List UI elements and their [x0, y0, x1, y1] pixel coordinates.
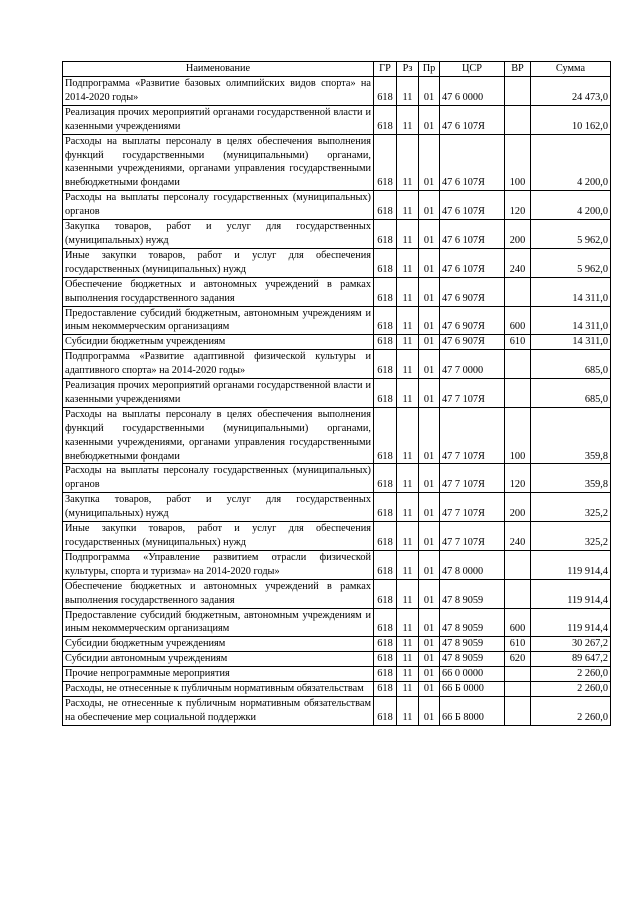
cell-gr: 618	[374, 579, 397, 608]
cell-sum: 359,8	[531, 464, 611, 493]
table-row	[63, 550, 611, 579]
cell-name: Подпрограмма «Управление развитием отрасли физической культуры, спорта и туризма» на 2014-2020 годы»	[63, 550, 374, 579]
cell-vr	[505, 350, 531, 379]
cell-vr	[505, 667, 531, 682]
cell-name: Субсидии автономным учреждениям	[63, 652, 374, 667]
table-row	[63, 652, 611, 667]
cell-sum: 2 260,0	[531, 696, 611, 725]
cell-name: Предоставление субсидий бюджетным, автономным учреждениям и иным некоммерческим организациям	[63, 306, 374, 335]
cell-rz: 11	[397, 277, 419, 306]
cell-vr: 100	[505, 407, 531, 464]
cell-gr: 618	[374, 105, 397, 134]
cell-pr: 01	[419, 652, 440, 667]
cell-name: Обеспечение бюджетных и автономных учреждений в рамках выполнения государственного задания	[63, 579, 374, 608]
cell-gr: 618	[374, 191, 397, 220]
cell-name: Закупка товаров, работ и услуг для государственных (муниципальных) нужд	[63, 220, 374, 249]
cell-rz: 11	[397, 493, 419, 522]
cell-csr: 47 8 9059	[440, 608, 505, 637]
cell-sum: 4 200,0	[531, 134, 611, 191]
cell-vr: 100	[505, 134, 531, 191]
cell-vr: 600	[505, 306, 531, 335]
cell-name: Иные закупки товаров, работ и услуг для обеспечения государственных (муниципальных) нужд	[63, 248, 374, 277]
cell-name: Субсидии бюджетным учреждениям	[63, 637, 374, 652]
cell-gr: 618	[374, 248, 397, 277]
table-row	[63, 277, 611, 306]
column-header-pr: Пр	[419, 62, 440, 77]
cell-rz: 11	[397, 682, 419, 697]
cell-gr: 618	[374, 306, 397, 335]
cell-pr: 01	[419, 191, 440, 220]
cell-gr: 618	[374, 682, 397, 697]
cell-gr: 618	[374, 407, 397, 464]
cell-gr: 618	[374, 335, 397, 350]
cell-pr: 01	[419, 464, 440, 493]
cell-pr: 01	[419, 522, 440, 551]
cell-pr: 01	[419, 335, 440, 350]
cell-gr: 618	[374, 652, 397, 667]
table-row	[63, 379, 611, 408]
cell-sum: 14 311,0	[531, 306, 611, 335]
cell-gr: 618	[374, 464, 397, 493]
cell-csr: 47 7 107Я	[440, 379, 505, 408]
cell-rz: 11	[397, 105, 419, 134]
cell-name: Реализация прочих мероприятий органами государственной власти и казенными учреждениями	[63, 379, 374, 408]
cell-sum: 5 962,0	[531, 248, 611, 277]
cell-vr: 610	[505, 335, 531, 350]
cell-sum: 2 260,0	[531, 682, 611, 697]
cell-rz: 11	[397, 608, 419, 637]
cell-name: Обеспечение бюджетных и автономных учреждений в рамках выполнения государственного задания	[63, 277, 374, 306]
cell-pr: 01	[419, 379, 440, 408]
cell-rz: 11	[397, 637, 419, 652]
cell-vr: 120	[505, 464, 531, 493]
cell-csr: 47 8 9059	[440, 652, 505, 667]
cell-vr	[505, 77, 531, 106]
cell-sum: 119 914,4	[531, 608, 611, 637]
cell-vr: 200	[505, 493, 531, 522]
cell-sum: 5 962,0	[531, 220, 611, 249]
cell-sum: 325,2	[531, 493, 611, 522]
cell-vr	[505, 579, 531, 608]
cell-name: Субсидии бюджетным учреждениям	[63, 335, 374, 350]
cell-vr	[505, 277, 531, 306]
cell-sum: 119 914,4	[531, 579, 611, 608]
cell-vr: 120	[505, 191, 531, 220]
cell-pr: 01	[419, 579, 440, 608]
cell-pr: 01	[419, 550, 440, 579]
cell-sum: 89 647,2	[531, 652, 611, 667]
cell-sum: 685,0	[531, 379, 611, 408]
cell-pr: 01	[419, 667, 440, 682]
cell-gr: 618	[374, 134, 397, 191]
cell-rz: 11	[397, 191, 419, 220]
cell-sum: 30 267,2	[531, 637, 611, 652]
cell-gr: 618	[374, 637, 397, 652]
cell-rz: 11	[397, 550, 419, 579]
cell-vr	[505, 682, 531, 697]
table-row	[63, 191, 611, 220]
cell-gr: 618	[374, 379, 397, 408]
cell-name: Расходы на выплаты персоналу государственных (муниципальных) органов	[63, 464, 374, 493]
cell-csr: 47 6 0000	[440, 77, 505, 106]
cell-pr: 01	[419, 696, 440, 725]
column-header-vr: ВР	[505, 62, 531, 77]
table-row	[63, 407, 611, 464]
cell-rz: 11	[397, 220, 419, 249]
table-row	[63, 464, 611, 493]
cell-rz: 11	[397, 667, 419, 682]
cell-pr: 01	[419, 682, 440, 697]
cell-name: Иные закупки товаров, работ и услуг для обеспечения государственных (муниципальных) нужд	[63, 522, 374, 551]
cell-sum: 685,0	[531, 350, 611, 379]
cell-rz: 11	[397, 579, 419, 608]
cell-pr: 01	[419, 407, 440, 464]
cell-gr: 618	[374, 277, 397, 306]
column-header-csr: ЦСР	[440, 62, 505, 77]
cell-pr: 01	[419, 637, 440, 652]
cell-csr: 47 7 107Я	[440, 493, 505, 522]
table-body	[63, 77, 611, 726]
cell-csr: 47 8 9059	[440, 579, 505, 608]
cell-vr	[505, 105, 531, 134]
cell-sum: 325,2	[531, 522, 611, 551]
cell-rz: 11	[397, 464, 419, 493]
cell-name: Расходы, не отнесенные к публичным нормативным обязательствам	[63, 682, 374, 697]
cell-vr	[505, 379, 531, 408]
cell-vr	[505, 696, 531, 725]
cell-csr: 47 6 907Я	[440, 277, 505, 306]
cell-pr: 01	[419, 77, 440, 106]
cell-name: Расходы, не отнесенные к публичным нормативным обязательствам на обеспечение мер социальной поддержки	[63, 696, 374, 725]
cell-csr: 66 0 0000	[440, 667, 505, 682]
table-row	[63, 248, 611, 277]
table-row	[63, 608, 611, 637]
cell-rz: 11	[397, 652, 419, 667]
table-row	[63, 77, 611, 106]
table-row	[63, 134, 611, 191]
cell-pr: 01	[419, 277, 440, 306]
cell-gr: 618	[374, 608, 397, 637]
cell-vr: 240	[505, 522, 531, 551]
table-row	[63, 335, 611, 350]
cell-csr: 47 6 907Я	[440, 335, 505, 350]
cell-gr: 618	[374, 550, 397, 579]
cell-pr: 01	[419, 306, 440, 335]
cell-vr: 200	[505, 220, 531, 249]
cell-csr: 47 7 0000	[440, 350, 505, 379]
cell-pr: 01	[419, 248, 440, 277]
table-row	[63, 637, 611, 652]
cell-sum: 4 200,0	[531, 191, 611, 220]
cell-rz: 11	[397, 407, 419, 464]
cell-name: Подпрограмма «Развитие базовых олимпийских видов спорта» на 2014-2020 годы»	[63, 77, 374, 106]
cell-rz: 11	[397, 306, 419, 335]
cell-gr: 618	[374, 696, 397, 725]
table-row	[63, 306, 611, 335]
cell-rz: 11	[397, 335, 419, 350]
cell-csr: 47 8 0000	[440, 550, 505, 579]
cell-sum: 24 473,0	[531, 77, 611, 106]
cell-pr: 01	[419, 493, 440, 522]
cell-name: Расходы на выплаты персоналу в целях обеспечения выполнения функций государственными (муниципальными) органами, казенными учреждениями, органами управления государственными внебюджетными фондами	[63, 134, 374, 191]
budget-table-sheet	[62, 61, 610, 726]
cell-rz: 11	[397, 350, 419, 379]
cell-csr: 47 7 107Я	[440, 522, 505, 551]
cell-name: Реализация прочих мероприятий органами государственной власти и казенными учреждениями	[63, 105, 374, 134]
cell-vr: 600	[505, 608, 531, 637]
cell-rz: 11	[397, 77, 419, 106]
cell-pr: 01	[419, 350, 440, 379]
table-row	[63, 667, 611, 682]
cell-rz: 11	[397, 248, 419, 277]
cell-rz: 11	[397, 522, 419, 551]
cell-csr: 47 7 107Я	[440, 407, 505, 464]
table-row	[63, 522, 611, 551]
cell-vr: 620	[505, 652, 531, 667]
cell-sum: 119 914,4	[531, 550, 611, 579]
cell-pr: 01	[419, 608, 440, 637]
cell-gr: 618	[374, 667, 397, 682]
table-header-row	[63, 62, 611, 77]
table-row	[63, 493, 611, 522]
cell-gr: 618	[374, 350, 397, 379]
cell-csr: 66 Б 0000	[440, 682, 505, 697]
column-header-gr: ГР	[374, 62, 397, 77]
cell-csr: 47 6 107Я	[440, 220, 505, 249]
column-header-name: Наименование	[63, 62, 374, 77]
cell-sum: 14 311,0	[531, 277, 611, 306]
cell-sum: 2 260,0	[531, 667, 611, 682]
column-header-rz: Рз	[397, 62, 419, 77]
cell-vr: 610	[505, 637, 531, 652]
cell-pr: 01	[419, 220, 440, 249]
cell-csr: 47 6 107Я	[440, 105, 505, 134]
cell-pr: 01	[419, 105, 440, 134]
table-row	[63, 682, 611, 697]
cell-name: Предоставление субсидий бюджетным, автономным учреждениям и иным некоммерческим организациям	[63, 608, 374, 637]
cell-csr: 47 6 107Я	[440, 248, 505, 277]
cell-sum: 14 311,0	[531, 335, 611, 350]
cell-csr: 47 7 107Я	[440, 464, 505, 493]
cell-gr: 618	[374, 493, 397, 522]
cell-rz: 11	[397, 696, 419, 725]
cell-name: Прочие непрограммные мероприятия	[63, 667, 374, 682]
cell-sum: 10 162,0	[531, 105, 611, 134]
cell-vr: 240	[505, 248, 531, 277]
cell-name: Расходы на выплаты персоналу государственных (муниципальных) органов	[63, 191, 374, 220]
cell-csr: 47 6 907Я	[440, 306, 505, 335]
cell-rz: 11	[397, 379, 419, 408]
table-row	[63, 350, 611, 379]
cell-csr: 47 6 107Я	[440, 191, 505, 220]
table-row	[63, 579, 611, 608]
cell-name: Закупка товаров, работ и услуг для государственных (муниципальных) нужд	[63, 493, 374, 522]
cell-vr	[505, 550, 531, 579]
cell-csr: 47 8 9059	[440, 637, 505, 652]
cell-rz: 11	[397, 134, 419, 191]
table-row	[63, 105, 611, 134]
cell-sum: 359,8	[531, 407, 611, 464]
cell-gr: 618	[374, 77, 397, 106]
cell-gr: 618	[374, 220, 397, 249]
cell-pr: 01	[419, 134, 440, 191]
table-row	[63, 220, 611, 249]
cell-csr: 47 6 107Я	[440, 134, 505, 191]
cell-csr: 66 Б 8000	[440, 696, 505, 725]
cell-name: Расходы на выплаты персоналу в целях обеспечения выполнения функций государственными (муниципальными) органами, казенными учреждениями, органами управления государственными внебюджетными фондами	[63, 407, 374, 464]
cell-gr: 618	[374, 522, 397, 551]
cell-name: Подпрограмма «Развитие адаптивной физической культуры и адаптивного спорта» на 2014-2020 годы»	[63, 350, 374, 379]
budget-table	[62, 61, 611, 726]
column-header-sum: Сумма	[531, 62, 611, 77]
table-row	[63, 696, 611, 725]
